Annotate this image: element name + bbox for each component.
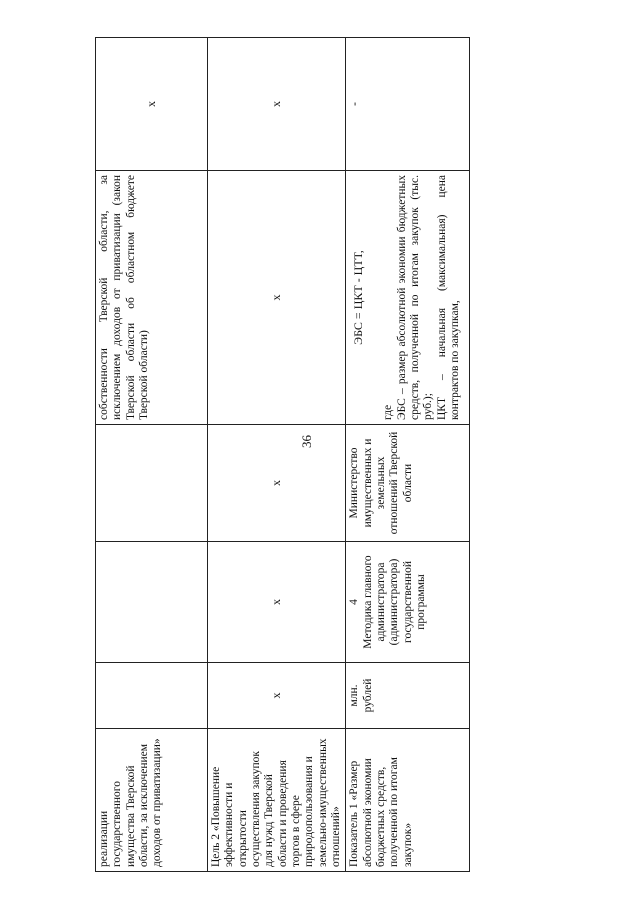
- rotated-table-frame: [95, 38, 461, 872]
- unit-cell: x: [208, 663, 346, 729]
- indicators-table: [95, 37, 470, 872]
- unit-cell: млн. рублей: [346, 663, 470, 729]
- value-cell: x: [208, 542, 346, 663]
- unit-cell: [96, 663, 208, 729]
- table-row: [96, 38, 208, 872]
- note-cell: x: [96, 38, 208, 171]
- table-row: [346, 38, 470, 872]
- method-cell: [346, 171, 470, 425]
- value-cell: [346, 542, 470, 663]
- indicator-cell: Показатель 1 «Размер абсолютной экономии бюджетных средств, полученной по итогам закупок»: [346, 729, 470, 872]
- responsible-cell: Министерство имущественных и земельных отношений Тверской области: [346, 425, 470, 542]
- responsible-cell: [96, 425, 208, 542]
- method-cell: собственности Тверской области, за исключением доходов от приватизации (закон Тверской области об областном бюджете Тверской области): [96, 171, 208, 425]
- note-cell: x: [208, 38, 346, 171]
- value-number: 4: [348, 599, 361, 605]
- page-number: 36: [299, 435, 314, 448]
- table-container: [95, 38, 461, 872]
- goal-cell: Цель 2 «Повышение эффективности и открытости осуществления закупок для нужд Тверской области и проведения торгов в сфере природопользования и земельно-имущественных отношений»: [208, 729, 346, 872]
- indicator-cell: реализации государственного имущества Тверской области, за исключением доходов от приватизации»: [96, 729, 208, 872]
- responsible-cell: x: [208, 425, 346, 542]
- formula-explanation: где ЭБС – размер абсолютной экономии бюджетных средств, полученной по итогам закупок (тыс. руб.); ЦКТ – начальная (максимальная) цена контрактов по закупкам,: [382, 175, 461, 420]
- method-cell: x: [208, 171, 346, 425]
- value-cell: [96, 542, 208, 663]
- note-cell: -: [346, 38, 470, 171]
- table-row: [208, 38, 346, 872]
- formula: ЭБС = ЦКТ - ЦТТ,: [351, 250, 366, 345]
- value-method-text: Методика главного администратора (администратора) государственной программы: [361, 555, 427, 649]
